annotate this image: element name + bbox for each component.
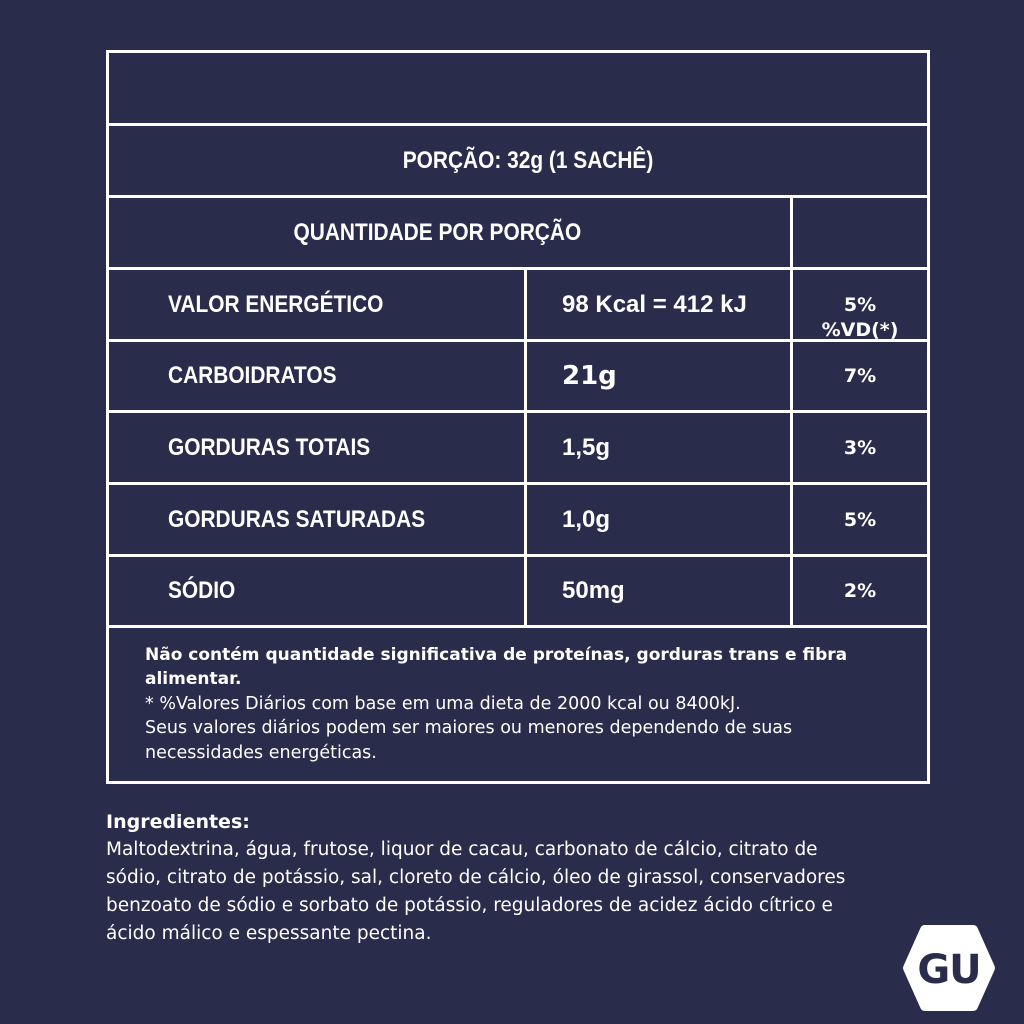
nutrient-amount: 98 Kcal = 412 kJ xyxy=(562,290,747,318)
ingredients-line: benzoato de sódio e sorbato de potássio, reguladores de acidez ácido cítrico e xyxy=(106,895,833,916)
amount-per-serving-header: QUANTIDADE POR PORÇÃO xyxy=(293,218,582,246)
table-footnote xyxy=(109,628,927,781)
nutrition-table xyxy=(106,50,930,784)
table-row xyxy=(109,557,927,628)
amount-header-cell xyxy=(109,198,793,267)
daily-value-percent: 3% xyxy=(843,436,877,459)
ingredients-section xyxy=(106,808,845,948)
ingredients-line: ácido málico e espessante pectina. xyxy=(106,923,432,944)
nutrient-cell xyxy=(109,270,527,339)
dv-header-cell xyxy=(793,198,927,267)
nutrient-amount: 21g xyxy=(562,361,617,391)
footnote-vd-note: * %Valores Diários com base em uma dieta de 2000 kcal ou 8400kJ. xyxy=(145,693,741,714)
daily-value-percent: 5% xyxy=(843,508,877,531)
gu-logo-icon xyxy=(900,920,1000,1016)
daily-value-percent: 5% xyxy=(843,293,877,316)
amount-header-row xyxy=(109,198,927,270)
nutrient-name: GORDURAS TOTAIS xyxy=(168,433,371,461)
serving-row xyxy=(109,126,927,198)
daily-value-percent: 7% xyxy=(843,365,877,387)
ingredients-title: Ingredientes: xyxy=(106,811,250,833)
daily-value-label: %VD(*) xyxy=(821,319,899,341)
nutrient-cell xyxy=(109,413,527,482)
nutrient-amount: 1,5g xyxy=(562,433,611,461)
ingredients-line: sódio, citrato de potássio, sal, cloreto de cálcio, óleo de girassol, conservadores xyxy=(106,867,846,888)
dv-cell xyxy=(793,270,927,339)
amount-cell xyxy=(527,557,793,625)
nutrient-name: VALOR ENERGÉTICO xyxy=(168,290,384,318)
daily-value-percent: 2% xyxy=(843,580,877,602)
amount-cell xyxy=(527,485,793,554)
table-row xyxy=(109,270,927,342)
dv-cell xyxy=(793,342,927,410)
nutrient-cell xyxy=(109,557,527,625)
footnote-daily-values-line: necessidades energéticas. xyxy=(145,742,377,763)
logo-text: GU xyxy=(917,947,981,993)
dv-cell xyxy=(793,413,927,482)
serving-cell xyxy=(109,126,927,195)
nutrient-cell xyxy=(109,485,527,554)
amount-cell xyxy=(527,413,793,482)
nutrient-name: GORDURAS SATURADAS xyxy=(168,505,426,533)
dv-cell xyxy=(793,485,927,554)
table-row xyxy=(109,413,927,485)
ingredients-line: Maltodextrina, água, frutose, liquor de cacau, carbonato de cálcio, citrato de xyxy=(106,839,818,860)
footnote-disclaimer-line: alimentar. xyxy=(145,669,242,690)
serving-size: PORÇÃO: 32g (1 SACHÊ) xyxy=(402,146,654,174)
nutrient-amount: 50mg xyxy=(562,577,625,604)
nutrient-cell xyxy=(109,342,527,410)
nutrient-amount: 1,0g xyxy=(562,505,611,533)
table-header-blank-row xyxy=(109,53,927,126)
nutrient-name: SÓDIO xyxy=(168,577,236,604)
amount-cell xyxy=(527,270,793,339)
amount-cell xyxy=(527,342,793,410)
footnote-daily-values-line: Seus valores diários podem ser maiores ou menores dependendo de suas xyxy=(145,718,793,739)
dv-cell xyxy=(793,557,927,625)
footnote-disclaimer-line: Não contém quantidade significativa de proteínas, gorduras trans e fibra xyxy=(145,645,848,665)
table-row xyxy=(109,342,927,413)
nutrient-name: CARBOIDRATOS xyxy=(168,362,337,389)
table-row xyxy=(109,485,927,557)
